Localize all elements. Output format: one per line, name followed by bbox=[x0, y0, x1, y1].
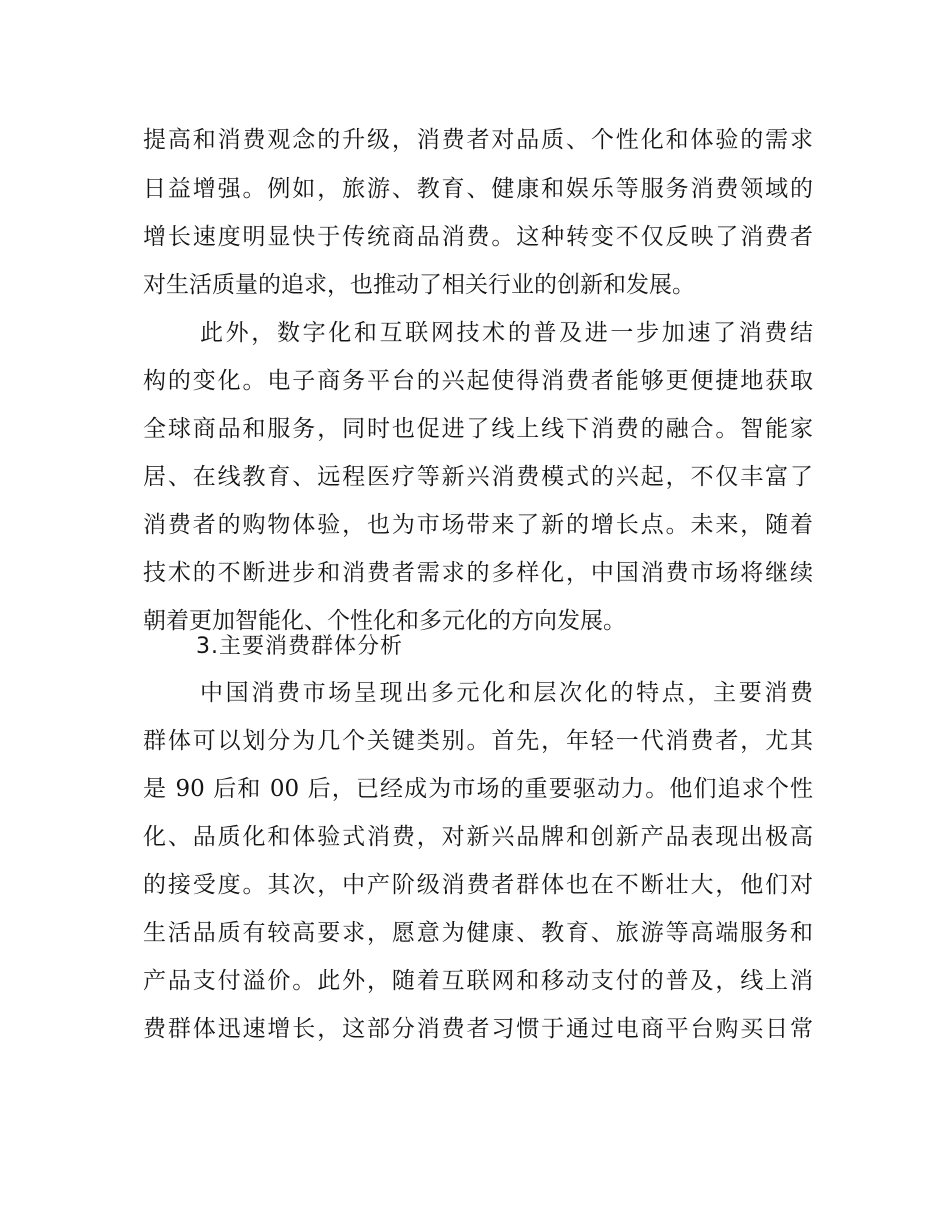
paragraph-line: 全球商品和服务，同时也促进了线上线下消费的融合。智能家 bbox=[143, 416, 813, 442]
paragraph-line: 构的变化。电子商务平台的兴起使得消费者能够更便捷地获取 bbox=[143, 368, 813, 394]
paragraph-line: 消费者的购物体验，也为市场带来了新的增长点。未来，随着 bbox=[143, 512, 813, 538]
paragraph-line: 中国消费市场呈现出多元化和层次化的特点，主要消费 bbox=[200, 680, 813, 706]
paragraph-line: 费群体迅速增长，这部分消费者习惯于通过电商平台购买日常 bbox=[143, 1016, 813, 1042]
paragraph-line: 居、在线教育、远程医疗等新兴消费模式的兴起，不仅丰富了 bbox=[143, 464, 813, 490]
paragraph-line: 化、品质化和体验式消费，对新兴品牌和创新产品表现出极高 bbox=[143, 824, 813, 850]
paragraph-line: 是 90 后和 00 后，已经成为市场的重要驱动力。他们追求个性 bbox=[143, 776, 813, 802]
paragraph-line: 此外，数字化和互联网技术的普及进一步加速了消费结 bbox=[200, 320, 813, 346]
paragraph-line: 生活品质有较高要求，愿意为健康、教育、旅游等高端服务和 bbox=[143, 920, 813, 946]
paragraph-line: 产品支付溢价。此外，随着互联网和移动支付的普及，线上消 bbox=[143, 968, 813, 994]
paragraph-line: 技术的不断进步和消费者需求的多样化，中国消费市场将继续 bbox=[143, 560, 813, 586]
paragraph-line: 朝着更加智能化、个性化和多元化的方向发展。 bbox=[143, 608, 626, 634]
paragraph-line: 群体可以划分为几个关键类别。首先，年轻一代消费者，尤其 bbox=[143, 728, 813, 754]
paragraph-line: 对生活质量的追求，也推动了相关行业的创新和发展。 bbox=[143, 272, 695, 298]
paragraph-line: 提高和消费观念的升级，消费者对品质、个性化和体验的需求 bbox=[143, 127, 813, 153]
section-heading: 3.主要消费群体分析 bbox=[196, 634, 403, 659]
paragraph-line: 增长速度明显快于传统商品消费。这种转变不仅反映了消费者 bbox=[143, 224, 813, 250]
paragraph-line: 的接受度。其次，中产阶级消费者群体也在不断壮大，他们对 bbox=[143, 872, 813, 898]
paragraph-line: 日益增强。例如，旅游、教育、健康和娱乐等服务消费领域的 bbox=[143, 176, 813, 202]
